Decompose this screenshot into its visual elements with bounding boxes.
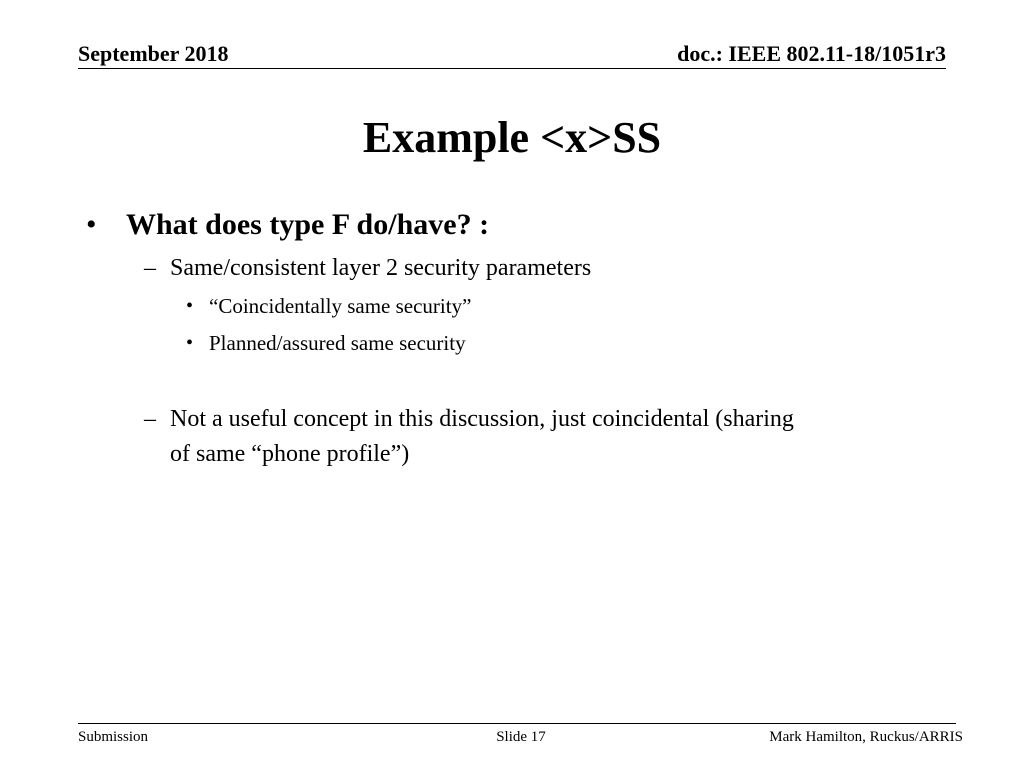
dash-marker: – — [144, 255, 156, 281]
bullet-level1-text: What does type F do/have? : — [126, 208, 490, 241]
header-date: September 2018 — [78, 41, 229, 66]
bullet-level2-text-line1: Not a useful concept in this discussion, just coincidental (sharing — [170, 406, 794, 432]
footer-slide-number: Slide 17 — [496, 729, 546, 745]
slide-title: Example <x>SS — [362, 113, 662, 162]
header-doc-id: doc.: IEEE 802.11-18/1051r3 — [677, 41, 946, 66]
footer-author: Mark Hamilton, Ruckus/ARRIS — [769, 729, 963, 745]
footer-divider — [78, 723, 956, 724]
bullet-level2-text-line2: of same “phone profile”) — [170, 441, 410, 467]
bullet-marker: • — [86, 208, 97, 241]
bullet-level2-text: Same/consistent layer 2 security parameters — [170, 255, 592, 281]
footer-submission: Submission — [78, 729, 149, 745]
bullet-marker: • — [186, 332, 194, 354]
bullet-level3-text: “Coincidentally same security” — [209, 294, 472, 318]
dash-marker: – — [144, 406, 156, 432]
bullet-marker: • — [186, 295, 194, 317]
bullet-level3-text: Planned/assured same security — [209, 331, 466, 355]
